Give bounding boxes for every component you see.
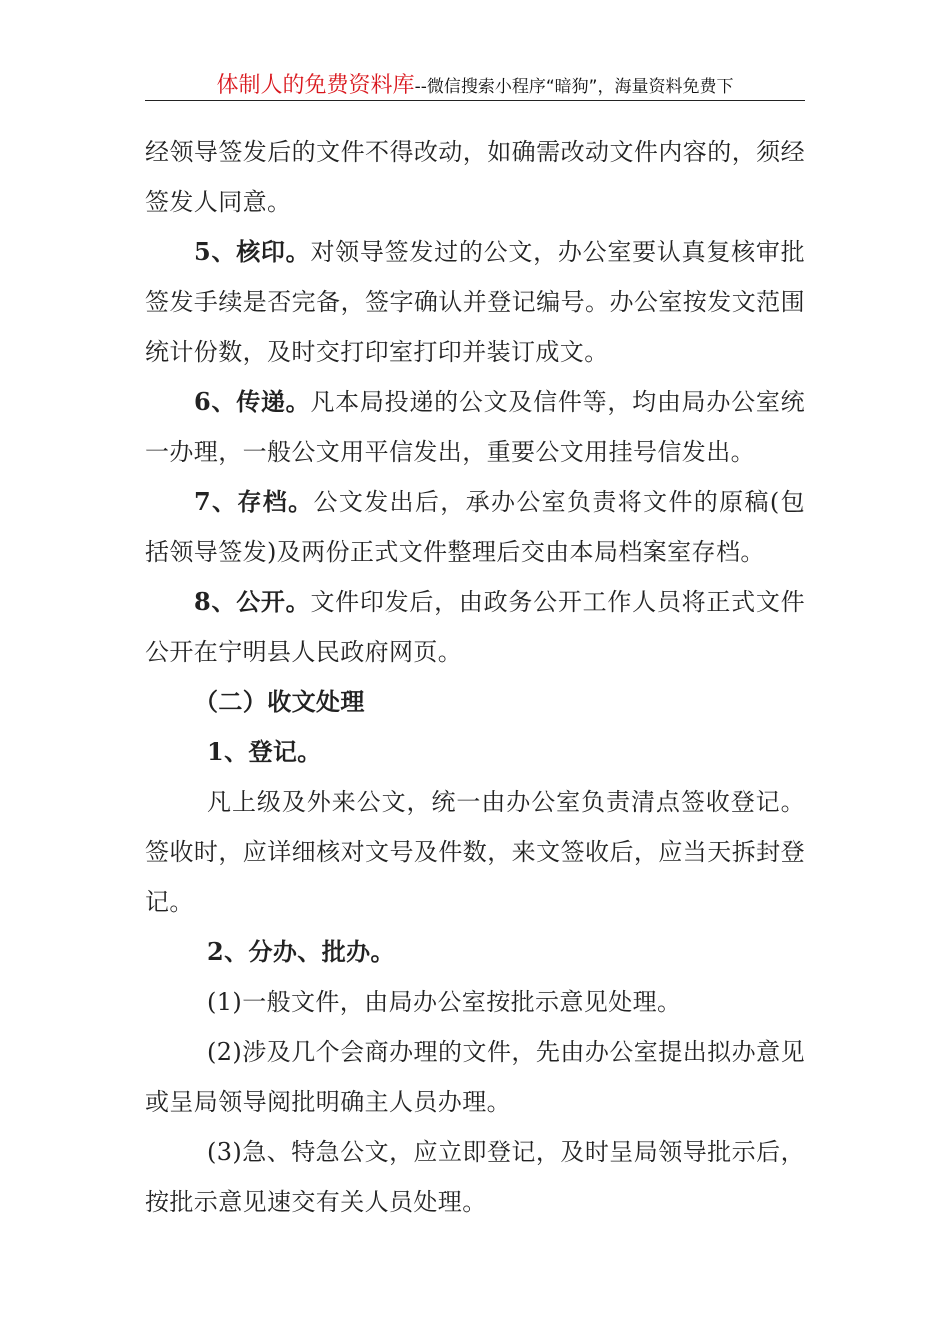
header-tagline: --微信搜索小程序“暗狗”，海量资料免费下 <box>414 77 734 97</box>
document-body <box>145 127 805 1227</box>
item-text-5: 对领导签发过的公文，办公室要认真复核审批签发手续是否完备，签字确认并登记编号。办公室按发文范围统计份数，及时交打印室打印并装订成文。 <box>145 238 806 366</box>
paragraph-publish <box>145 577 805 677</box>
header-divider <box>145 100 805 101</box>
page-header <box>145 68 805 99</box>
item-text-8: 文件印发后，由政务公开工作人员将正式文件公开在宁明县人民政府网页。 <box>145 588 806 666</box>
paragraph-general-docs: (1)一般文件，由局办公室按批示意见处理。 <box>207 988 682 1016</box>
subheading-registration: 1、登记。 <box>207 737 322 766</box>
item-label-8: 8、公开。 <box>194 587 311 616</box>
item-label-5: 5、核印。 <box>194 237 311 266</box>
section-heading-receiving: （二）收文处理 <box>194 687 365 716</box>
item-label-7: 7、存档。 <box>194 487 314 516</box>
subheading-distribution: 2、分办、批办。 <box>207 937 395 966</box>
item-label-6: 6、传递。 <box>194 387 311 416</box>
paragraph-delivery <box>145 377 805 477</box>
paragraph-joint-docs: (2)涉及几个会商办理的文件，先由办公室提出拟办意见或呈局领导阅批明确主人员办理。 <box>145 1038 805 1116</box>
item-text-7: 公文发出后，承办公室负责将文件的原稿(包括领导签发)及两份正式文件整理后交由本局档案室存档。 <box>145 488 805 566</box>
paragraph-seal-check <box>145 227 805 377</box>
item-text-6: 凡本局投递的公文及信件等，均由局办公室统一办理，一般公文用平信发出，重要公文用挂号信发出。 <box>145 388 806 466</box>
paragraph-continuation: 经领导签发后的文件不得改动，如确需改动文件内容的，须经签发人同意。 <box>145 138 805 216</box>
paragraph-archive <box>145 477 805 577</box>
paragraph-registration: 凡上级及外来公文，统一由办公室负责清点签收登记。签收时，应详细核对文号及件数，来文签收后，应当天拆封登记。 <box>145 788 805 916</box>
header-brand: 体制人的免费资料库 <box>216 73 415 98</box>
paragraph-urgent-docs: (3)急、特急公文，应立即登记，及时呈局领导批示后，按批示意见速交有关人员处理。 <box>145 1138 805 1216</box>
